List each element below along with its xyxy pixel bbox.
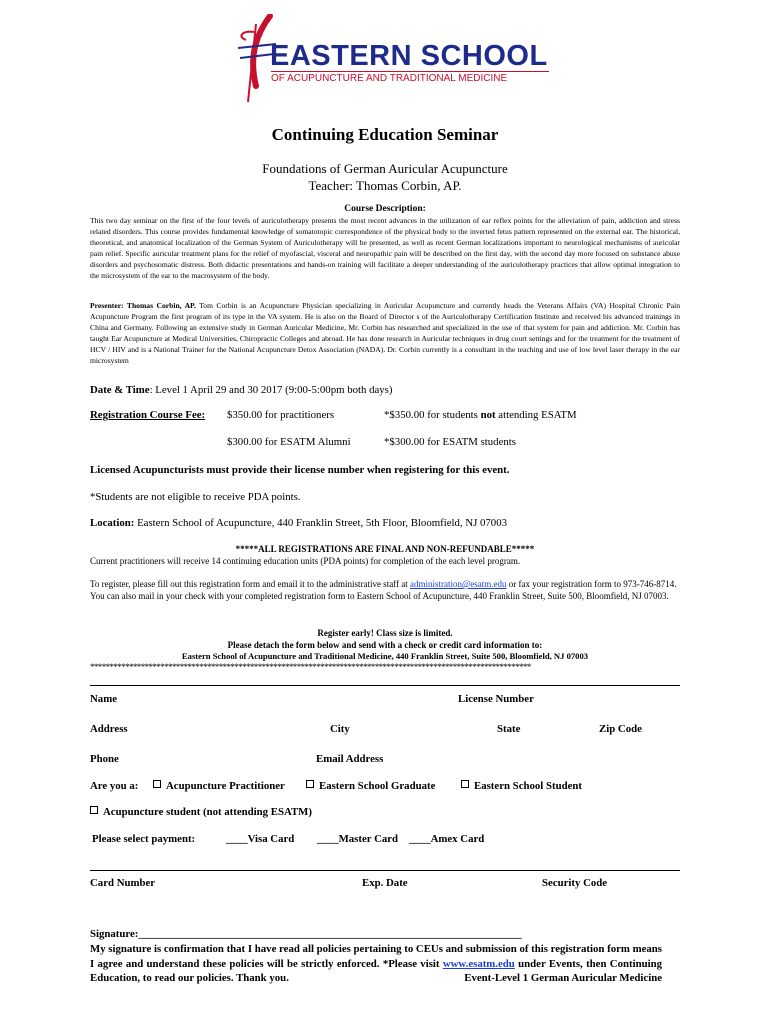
state-field[interactable]: State: [497, 723, 521, 735]
option-not-attending[interactable]: [90, 806, 312, 818]
name-field[interactable]: Name: [90, 693, 117, 705]
confirmation-tail: under Events, then Continuing Education, to read our policies. Thank you.: [90, 957, 662, 985]
address-field[interactable]: Address: [90, 723, 128, 735]
fee-students-text: *$350.00 for students: [384, 409, 481, 421]
option-practitioner[interactable]: [153, 780, 285, 792]
option-graduate-label: Eastern School Graduate: [319, 780, 436, 792]
card-number-field[interactable]: Card Number: [90, 877, 156, 889]
fee-alumni: $300.00 for ESATM Alumni: [227, 436, 351, 448]
date-label: Date & Time: [90, 384, 150, 396]
email-field[interactable]: Email Address: [316, 753, 384, 765]
option-not-attending-label: Acupuncture student (not attending ESATM): [103, 806, 312, 818]
final-policy: *****ALL REGISTRATIONS ARE FINAL AND NON-REFUNDABLE*****: [235, 544, 535, 554]
register-text-tail: or fax your registration form to 973-746-8714. You can also mail in your check with your completed registration form to Eastern School of Acupuncture, 440 Franklin Street, Suite 500, Bloomfield, NJ 07003.: [90, 579, 677, 601]
option-practitioner-label: Acupuncture Practitioner: [166, 780, 285, 792]
register-instructions: [90, 579, 682, 602]
logo-name: EASTERN SCHOOL: [270, 40, 548, 72]
fee-label: Registration Course Fee:: [90, 409, 206, 421]
location-line: [90, 516, 690, 530]
checkbox-icon[interactable]: [153, 780, 161, 788]
payment-mastercard[interactable]: ____Master Card: [317, 833, 399, 845]
payment-visa[interactable]: ____Visa Card: [226, 833, 295, 845]
presenter-text: Tom Corbin is an Acupuncture Physician specializing in Auricular Acupuncture and currently heads the Veterans Affairs (VA) Hospital Chronic Pain Acupuncture Program the first program of its type in the VA system. He is also on the Board of Director s of the Auriculotherapy Certification Institute and received his advanced trainings in China and Germany. Following an extensive study in German Auricular Medicine, Mr. Corbin has researched and specialized in the use of that system for pain and addiction. Mr. Corbin has taught Ear Acupuncture at Medical Universities, Chiropractic Colleges and abroad. He has done research in Auricular techniques in drug court settings and for the treatment for the treatment of HCV / HIV and is a National Trainer for the National Acupuncture Detox Association (NADA). Dr. Corbin currently is a consultant in the teaching and use of low level laser therapy in the ear microsystem: [90, 301, 680, 365]
license-number-field[interactable]: License Number: [458, 693, 534, 705]
separator-stars: *****************************************************************************************************************: [90, 662, 531, 672]
checkbox-icon[interactable]: [90, 806, 98, 814]
payment-label: Please select payment:: [92, 833, 196, 845]
course-subtitle: Foundations of German Auricular Acupuncture: [262, 161, 508, 176]
license-note: Licensed Acupuncturists must provide their license number when registering for this event.: [90, 464, 510, 476]
presenter-label: Presenter: Thomas Corbin, AP.: [90, 301, 196, 310]
option-student[interactable]: [461, 780, 582, 792]
presenter-bio: [90, 301, 680, 366]
fee-students: [384, 409, 577, 421]
mailing-address: Eastern School of Acupuncture and Traditional Medicine, 440 Franklin Street, Suite 500, Bloomfield, NJ 07003: [181, 651, 589, 661]
signature-confirmation: [90, 942, 662, 986]
confirmation-text: My signature is confirmation that I have read all policies pertaining to CEUs and submission of this registration form means I agree and understand these policies will be strictly enforced. *Please visit: [90, 943, 662, 970]
admin-email-link[interactable]: administration@esatm.edu: [410, 579, 507, 589]
location-value: Eastern School of Acupuncture, 440 Franklin Street, 5th Floor, Bloomfield, NJ 07003: [134, 517, 508, 529]
signature-field[interactable]: Signature:_______________________________________________________________________: [90, 928, 522, 940]
teacher-line: Teacher: Thomas Corbin, AP.: [308, 178, 462, 193]
course-description-heading: Course Description:: [344, 204, 426, 214]
course-description: This two day seminar on the first of the four levels of auriculotherapy presents the most recent advances in the utilization of ear reflex points for the alleviation of pain, addiction and stress related disorders. This course provides fundamental knowledge of somatotopic correspondence of the physical body to the inverted fetus pattern represented on the external ear. The historical, theoretical, and anatomical localization of the German System of Auriculotherapy will be presented, as well as recent German localizations important to neurological mechanisms of auricular pain relief. Specific auricular treatment plans for the relief of myofascial, visceral and neuropathic pain will be described on the first day, with the second day more focused on substance abuse disorders and psychosomatic distress. Both didactic presentations and hands-on training will facilitate a deeper understanding of the auriculotherapy practices that allow optimal integration to the microsystem of the ear to the macrosystem of the body.: [90, 216, 680, 280]
pda-note: *Students are not eligible to receive PDA points.: [90, 491, 301, 503]
city-field[interactable]: City: [330, 723, 350, 735]
option-graduate[interactable]: [306, 780, 435, 792]
ceu-note: Current practitioners will receive 14 continuing education units (PDA points) for completion of the each level program.: [90, 556, 521, 566]
exp-date-field[interactable]: Exp. Date: [362, 877, 408, 889]
fee-students-not: not: [480, 409, 496, 421]
event-name: Event-Level 1 German Auricular Medicine: [464, 972, 662, 985]
phone-field[interactable]: Phone: [90, 753, 119, 765]
detach-note: Please detach the form below and send with a check or credit card information to:: [227, 640, 543, 650]
date-value: : Level 1 April 29 and 30 2017 (9:00-5:00pm both days): [149, 384, 393, 396]
are-you-label: Are you a:: [90, 780, 139, 792]
page-title: Continuing Education Seminar: [271, 125, 499, 144]
option-student-label: Eastern School Student: [474, 780, 582, 792]
register-text: To register, please fill out this registration form and email it to the administrative staff at: [90, 579, 411, 589]
checkbox-icon[interactable]: [306, 780, 314, 788]
security-code-field[interactable]: Security Code: [542, 877, 608, 889]
fee-esatm-students: *$300.00 for ESATM students: [384, 436, 516, 448]
logo-tagline: OF ACUPUNCTURE AND TRADITIONAL MEDICINE: [271, 71, 549, 84]
location-label: Location:: [90, 517, 135, 529]
zip-code-field[interactable]: Zip Code: [599, 723, 642, 735]
school-logo: [218, 14, 558, 104]
payment-amex[interactable]: ____Amex Card: [409, 833, 485, 845]
form-rule: [90, 685, 680, 686]
card-rule: [90, 870, 680, 871]
register-early: Register early! Class size is limited.: [317, 628, 453, 638]
website-link[interactable]: www.esatm.edu: [442, 957, 515, 970]
fee-students-tail: attending ESATM: [495, 409, 577, 421]
fee-practitioners: $350.00 for practitioners: [227, 409, 335, 421]
date-time-line: [90, 383, 690, 397]
checkbox-icon[interactable]: [461, 780, 469, 788]
